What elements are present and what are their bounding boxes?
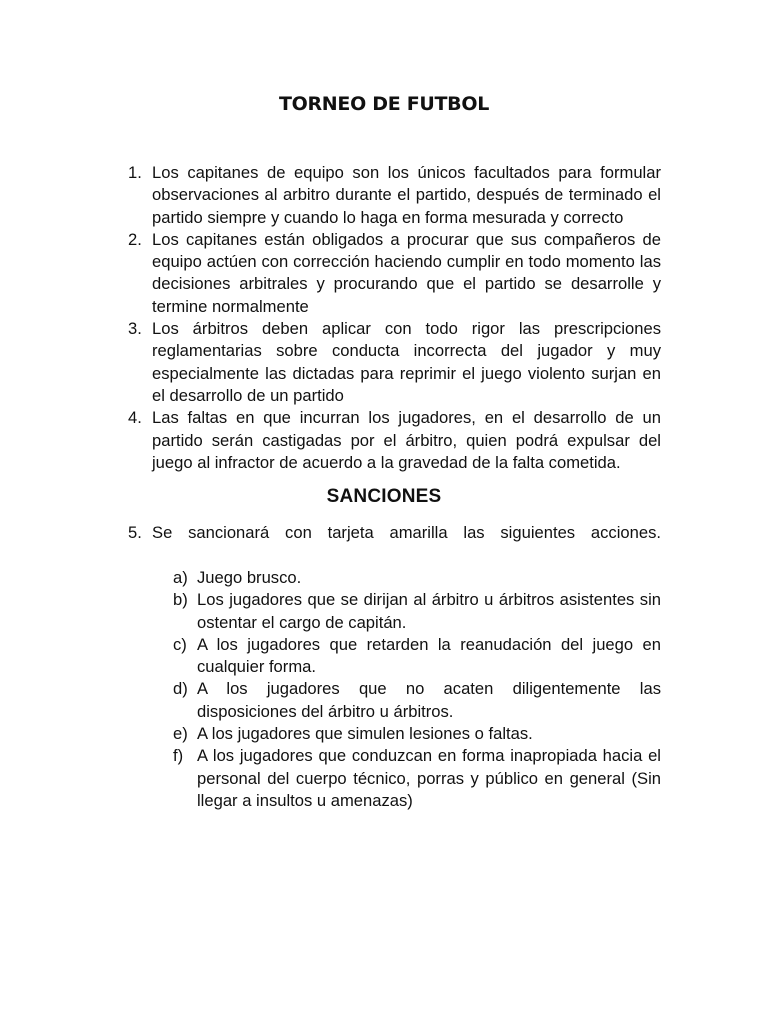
sanction-letter: e) [173,724,188,744]
sanctions-list [173,567,661,812]
sanction-text: A los jugadores que no acaten diligentemente las disposiciones del árbitro u árbitros. [197,679,661,721]
document-title: TORNEO DE FUTBOL [278,93,490,115]
sanction-text: A los jugadores que simulen lesiones o faltas. [197,724,533,744]
rule-item [128,229,661,318]
sanction-letter: d) [173,679,188,699]
sanction-letter: c) [173,634,187,654]
sanction-item [173,589,661,634]
rule-number: 2. [128,229,142,249]
rule-item [128,318,661,407]
rule-item [128,407,661,474]
sanction-letter: f) [173,746,184,766]
rule-number: 4. [128,408,142,428]
rule-item [128,162,661,229]
sanctions-heading: SANCIONES [326,486,442,507]
sanction-letter: b) [173,590,188,610]
sanction-text: A los jugadores que conduzcan en forma inapropiada hacia el personal del cuerpo técnico, porras y público en general (Sin llegar a insultos u amenazas) [197,746,661,810]
sanction-item [173,745,661,812]
rule-text: Se sancionará con tarjeta amarilla las siguientes acciones. [152,523,661,542]
rule-text: Los capitanes de equipo son los únicos facultados para formular observaciones al arbitro durante el partido, después de terminado el partido siempre y cuando lo haga en forma mesurada y correcto [152,163,661,227]
rule-text: Los capitanes están obligados a procurar que sus compañeros de equipo actúen con corrección haciendo cumplir en todo momento las decisiones arbitrales y procurando que el partido se desarrolle y termine normalmente [152,229,661,316]
sanction-text: A los jugadores que retarden la reanudación del juego en cualquier forma. [197,634,661,677]
sanction-letter: a) [173,568,188,587]
sanction-text: Juego brusco. [197,568,302,587]
sanction-text: Los jugadores que se dirijan al árbitro u árbitros asistentes sin ostentar el cargo de capitán. [197,590,661,632]
sanction-item [173,567,661,589]
rules-list [128,162,661,474]
rule-number: 1. [128,163,142,182]
rule-number: 5. [128,523,142,542]
rule-text: Los árbitros deben aplicar con todo rigor las prescripciones reglamentarias sobre conducta incorrecta del jugador y muy especialmente las dictadas para reprimir el juego violento surjan en el desarrollo de un partido [152,319,661,405]
sanction-item [173,634,661,679]
rule-text: Las faltas en que incurran los jugadores, en el desarrollo de un partido serán castigadas por el árbitro, quien podrá expulsar del juego al infractor de acuerdo a la gravedad de la falta cometida. [152,408,661,472]
sanction-item [173,723,661,745]
rule-number: 3. [128,319,142,339]
sanction-item [173,678,661,723]
